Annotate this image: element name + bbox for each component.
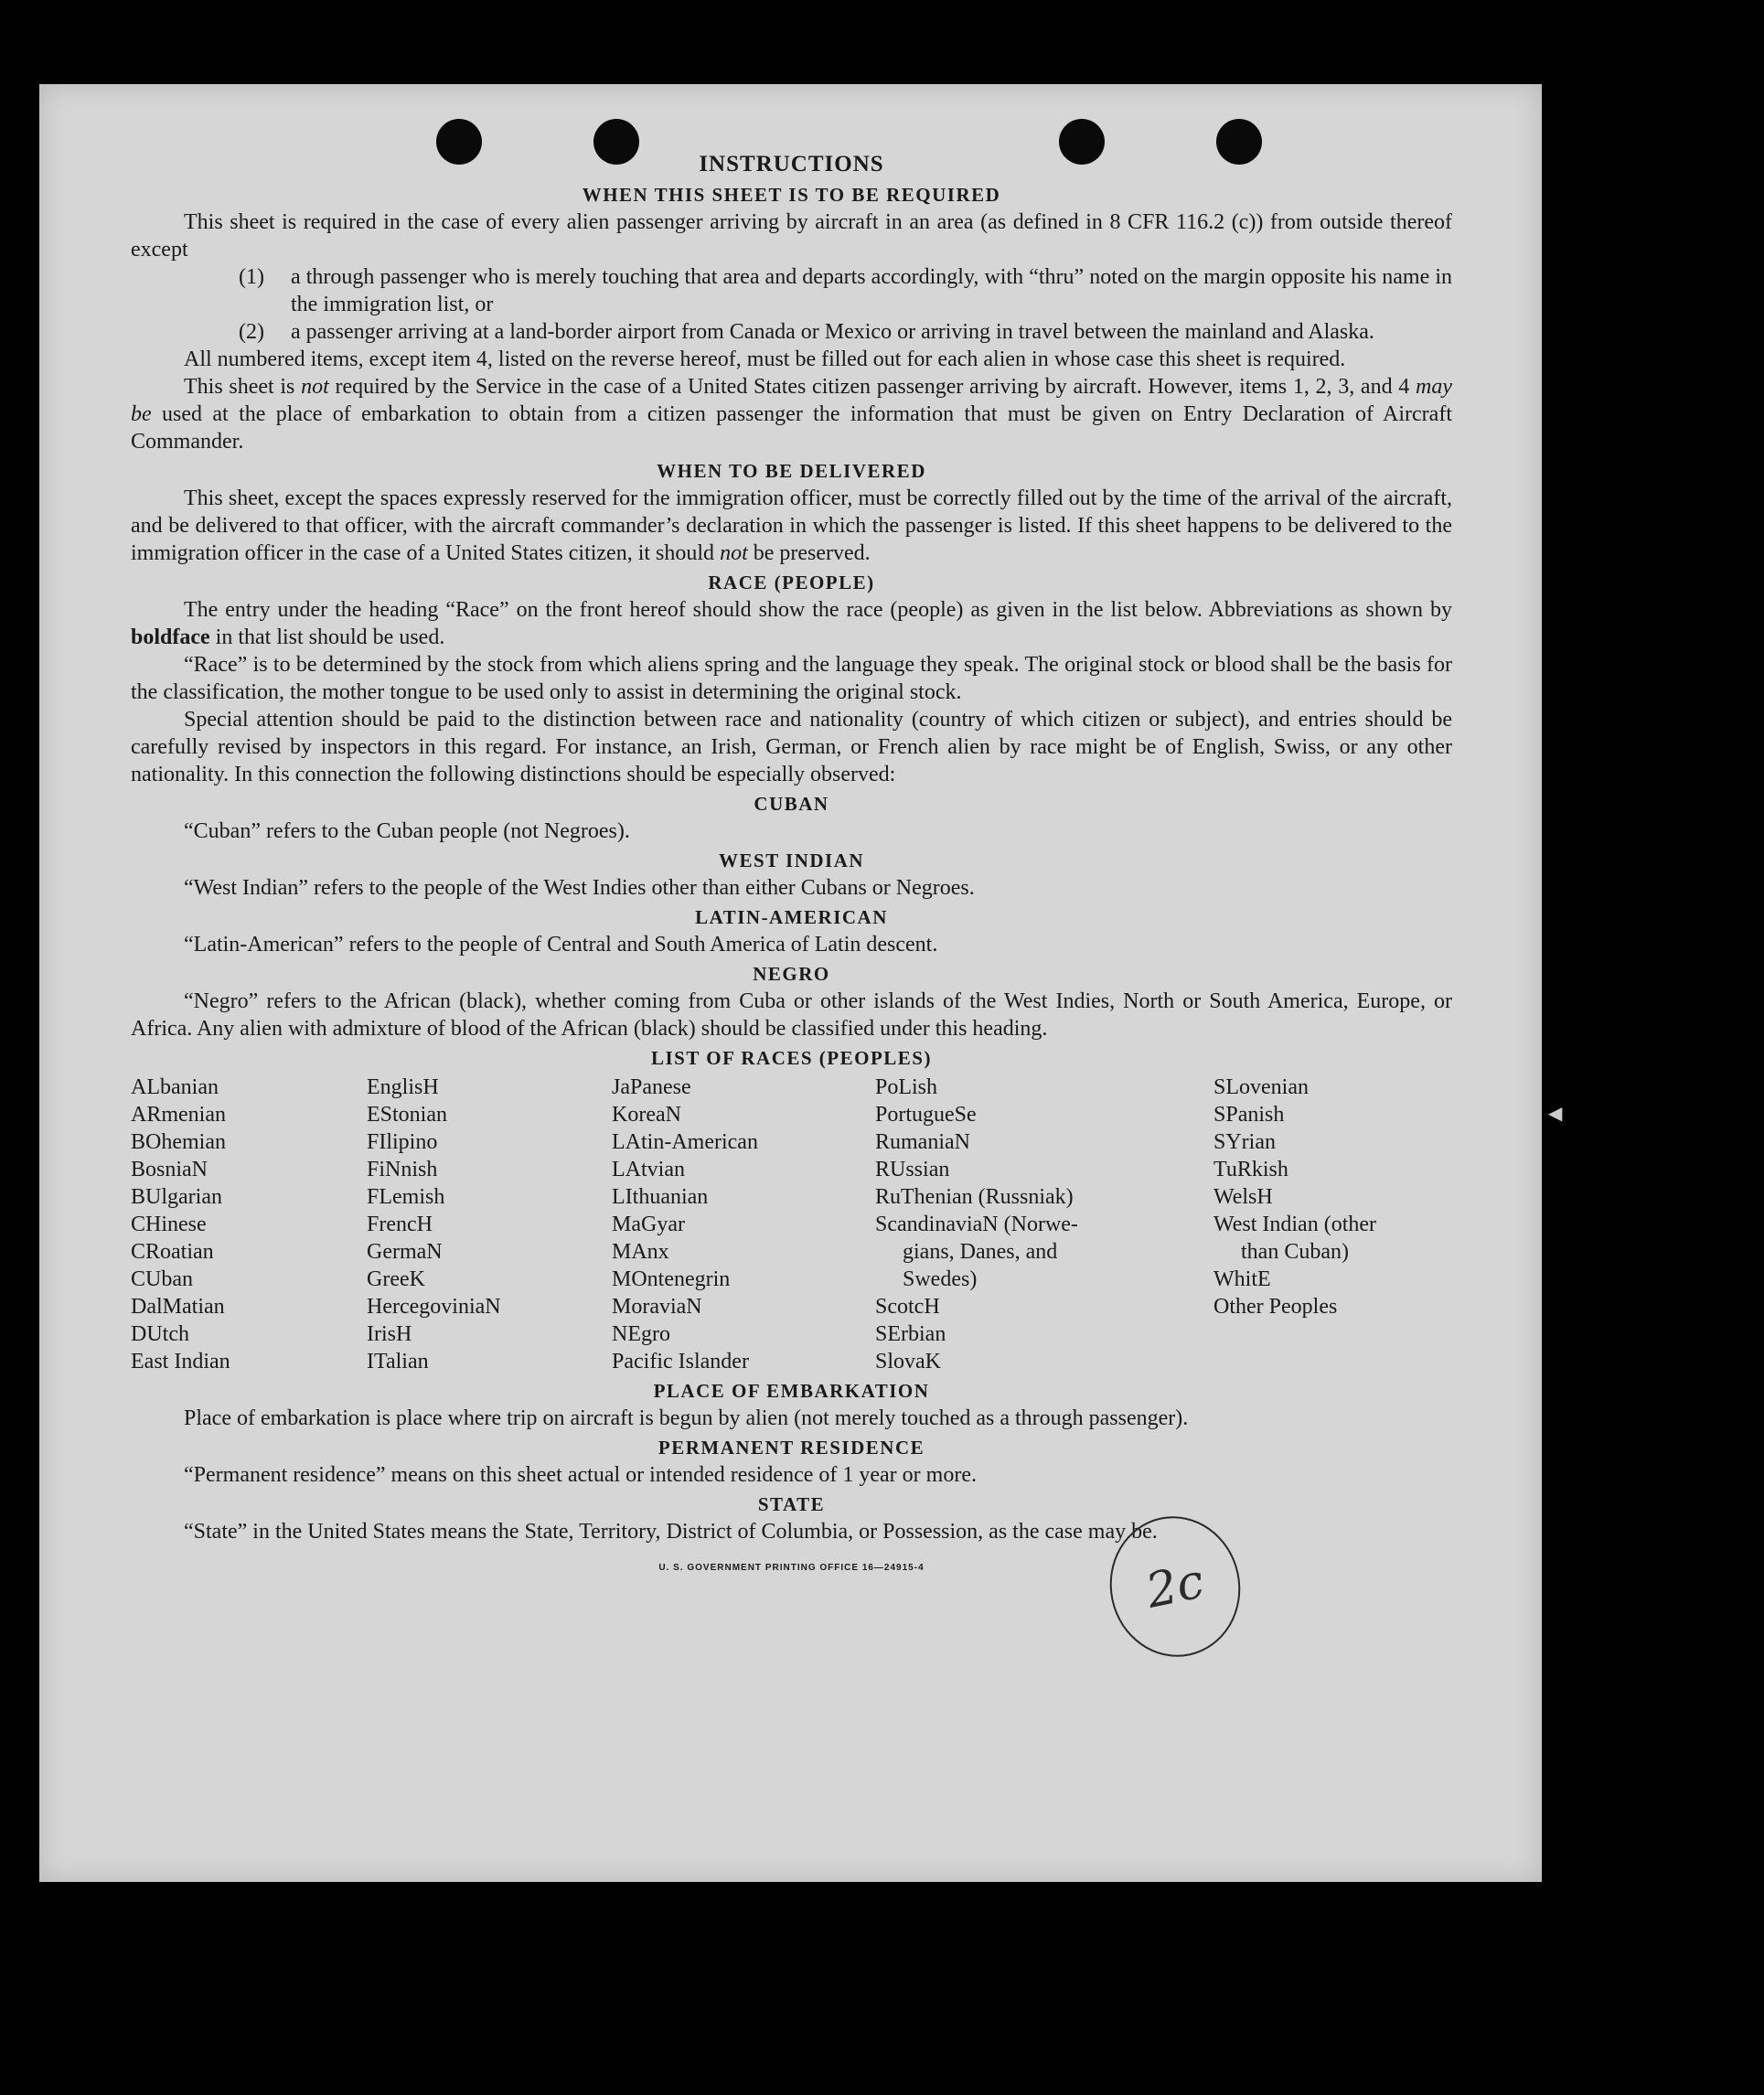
paragraph: “State” in the United States means the State, Territory, District of Columbia, or Possession, as the case may be.: [184, 1520, 1158, 1544]
arrow-icon: ◀: [1548, 1104, 1563, 1124]
race-item: BUlgarian: [131, 1185, 222, 1209]
list-item: [239, 318, 1452, 346]
paragraph: “Latin-American” refers to the people of Central and South America of Latin descent.: [184, 933, 938, 957]
race-item: KoreaN: [612, 1103, 681, 1127]
race-item: FiNnish: [367, 1158, 438, 1181]
race-item: IrisH: [367, 1322, 412, 1346]
paragraph: “Permanent residence” means on this sheet actual or intended residence of 1 year or more.: [184, 1463, 977, 1487]
paragraph: Special attention should be paid to the distinction between race and nationality (country of which citizen or subject), and entries should be carefully revised by inspectors in this regard. For instance, an Irish, German, or French alien by race might be of English, Swiss, or any other nationality. In this connection the following distinctions should be especially observed:: [131, 708, 1452, 786]
race-item: Other Peoples: [1213, 1295, 1338, 1319]
race-item: LAtvian: [612, 1158, 685, 1181]
instructions-body: [131, 150, 1452, 1582]
paragraph: “Negro” refers to the African (black), whether coming from Cuba or other islands of the West Indies, North or South America, Europe, or Africa. Any alien with admixture of blood of the African (black) should be classified under this heading.: [131, 989, 1452, 1041]
section-heading-latin-american: LATIN-AMERICAN: [695, 906, 888, 928]
races-list: [131, 1074, 1452, 1375]
section-heading-required: WHEN THIS SHEET IS TO BE REQUIRED: [582, 184, 1001, 206]
race-item: NEgro: [612, 1322, 670, 1346]
race-item: gians, Danes, and: [903, 1240, 1058, 1264]
race-item: DalMatian: [131, 1295, 225, 1319]
race-item: SPanish: [1213, 1103, 1285, 1127]
handwritten-mark-text: 2c: [1141, 1554, 1209, 1619]
item-number: (1): [239, 265, 264, 289]
race-item: ITalian: [367, 1350, 429, 1374]
race-item: ScotcH: [875, 1295, 940, 1319]
races-column: [612, 1074, 875, 1375]
race-item: JaPanese: [612, 1075, 691, 1099]
race-item: SLovenian: [1213, 1075, 1309, 1099]
item-text: a passenger arriving at a land-border airport from Canada or Mexico or arriving in travel between the mainland and Alaska.: [291, 320, 1374, 344]
race-item: BosniaN: [131, 1158, 208, 1181]
race-item: SYrian: [1213, 1130, 1276, 1154]
race-item: WelsH: [1213, 1185, 1273, 1209]
race-item: RumaniaN: [875, 1130, 970, 1154]
races-column: [131, 1074, 367, 1375]
paragraph: All numbered items, except item 4, listed on the reverse hereof, must be filled out for each alien in whose case this sheet is required.: [184, 347, 1346, 371]
section-heading-state: STATE: [757, 1493, 826, 1515]
item-text: a through passenger who is merely touching that area and departs accordingly, with “thru” noted on the margin opposite his name in the immigration list, or: [291, 265, 1452, 316]
list-of-races-heading: LIST OF RACES (PEOPLES): [651, 1047, 932, 1069]
list-item: [239, 263, 1452, 318]
race-item: ARmenian: [131, 1103, 226, 1127]
race-item: SErbian: [875, 1322, 946, 1346]
race-item: RuThenian (Russniak): [875, 1185, 1074, 1209]
paragraph: This sheet is required in the case of every alien passenger arriving by aircraft in an area (as defined in 8 CFR 116.2 (c)) from outside thereof except: [131, 210, 1452, 262]
race-item: BOhemian: [131, 1130, 226, 1154]
paragraph: “Cuban” refers to the Cuban people (not Negroes).: [184, 819, 630, 843]
race-item: CHinese: [131, 1213, 207, 1236]
item-number: (2): [239, 320, 264, 344]
race-item: MaGyar: [612, 1213, 685, 1236]
document-sheet: [39, 84, 1563, 1882]
paragraph: This sheet is not required by the Service in the case of a United States citizen passenger arriving by aircraft. However, items 1, 2, 3, and 4 may be used at the place of embarkation to obtain from a citizen passenger the information that must be given on Entry Declaration of Aircraft Commander.: [131, 375, 1452, 454]
race-item: ScandinaviaN (Norwe-: [875, 1213, 1078, 1236]
race-item: LIthuanian: [612, 1185, 709, 1209]
race-item: MAnx: [612, 1240, 669, 1264]
race-item: RUssian: [875, 1158, 950, 1181]
race-item: TuRkish: [1213, 1158, 1288, 1181]
race-item: PortugueSe: [875, 1103, 977, 1127]
race-item: WhitE: [1213, 1267, 1271, 1291]
race-item: EnglisH: [367, 1075, 439, 1099]
section-heading-west-indian: WEST INDIAN: [718, 850, 865, 871]
race-item: LAtin-American: [612, 1130, 758, 1154]
race-item: GermaN: [367, 1240, 443, 1264]
race-item: PoLish: [875, 1075, 938, 1099]
paragraph: “Race” is to be determined by the stock from which aliens spring and the language they speak. The original stock or blood shall be the basis for the classification, the mother tongue to be used only to assist in determining the original stock.: [131, 653, 1452, 704]
races-column: [367, 1074, 612, 1375]
race-item: EStonian: [367, 1103, 447, 1127]
race-item: CRoatian: [131, 1240, 214, 1264]
race-item: HercegoviniaN: [367, 1295, 501, 1319]
race-item: MoraviaN: [612, 1295, 702, 1319]
race-item: Pacific Islander: [612, 1350, 749, 1374]
race-item: MOntenegrin: [612, 1267, 731, 1291]
race-item: FrencH: [367, 1213, 433, 1236]
races-column: [1213, 1074, 1452, 1375]
race-item: than Cuban): [1241, 1240, 1349, 1264]
paragraph: “West Indian” refers to the people of the West Indies other than either Cubans or Negroes.: [184, 876, 975, 900]
races-column: [875, 1074, 1213, 1375]
race-item: FLemish: [367, 1185, 445, 1209]
printing-office-footer: U. S. GOVERNMENT PRINTING OFFICE 16—24915-4: [658, 1563, 925, 1573]
instructions-title: INSTRUCTIONS: [699, 152, 884, 176]
race-item: DUtch: [131, 1322, 189, 1346]
race-item: East Indian: [131, 1350, 230, 1374]
race-item: GreeK: [367, 1267, 425, 1291]
section-heading-embarkation: PLACE OF EMBARKATION: [653, 1380, 930, 1402]
race-item: SlovaK: [875, 1350, 941, 1374]
section-heading-cuban: CUBAN: [754, 793, 829, 815]
paragraph: This sheet, except the spaces expressly reserved for the immigration officer, must be correctly filled out by the time of the arrival of the aircraft, and be delivered to that officer, with the aircraft commander’s declaration in which the passenger is listed. If this sheet happens to be delivered to the immigration officer in the case of a United States citizen, it should not be preserved.: [131, 486, 1452, 565]
paragraph: Place of embarkation is place where trip on aircraft is begun by alien (not merely touched as a through passenger).: [184, 1406, 1189, 1430]
race-item: FIlipino: [367, 1130, 438, 1154]
race-item: Swedes): [903, 1267, 978, 1291]
section-heading-negro: NEGRO: [753, 963, 830, 985]
race-item: CUban: [131, 1267, 193, 1291]
paragraph: The entry under the heading “Race” on the front hereof should show the race (people) as given in the list below. Abbreviations as shown by boldface in that list should be used.: [131, 598, 1452, 649]
race-item: ALbanian: [131, 1075, 219, 1099]
race-item: West Indian (other: [1213, 1213, 1377, 1236]
section-heading-delivered: WHEN TO BE DELIVERED: [657, 460, 926, 482]
section-heading-race: RACE (PEOPLE): [708, 572, 875, 593]
section-heading-residence: PERMANENT RESIDENCE: [657, 1437, 925, 1459]
